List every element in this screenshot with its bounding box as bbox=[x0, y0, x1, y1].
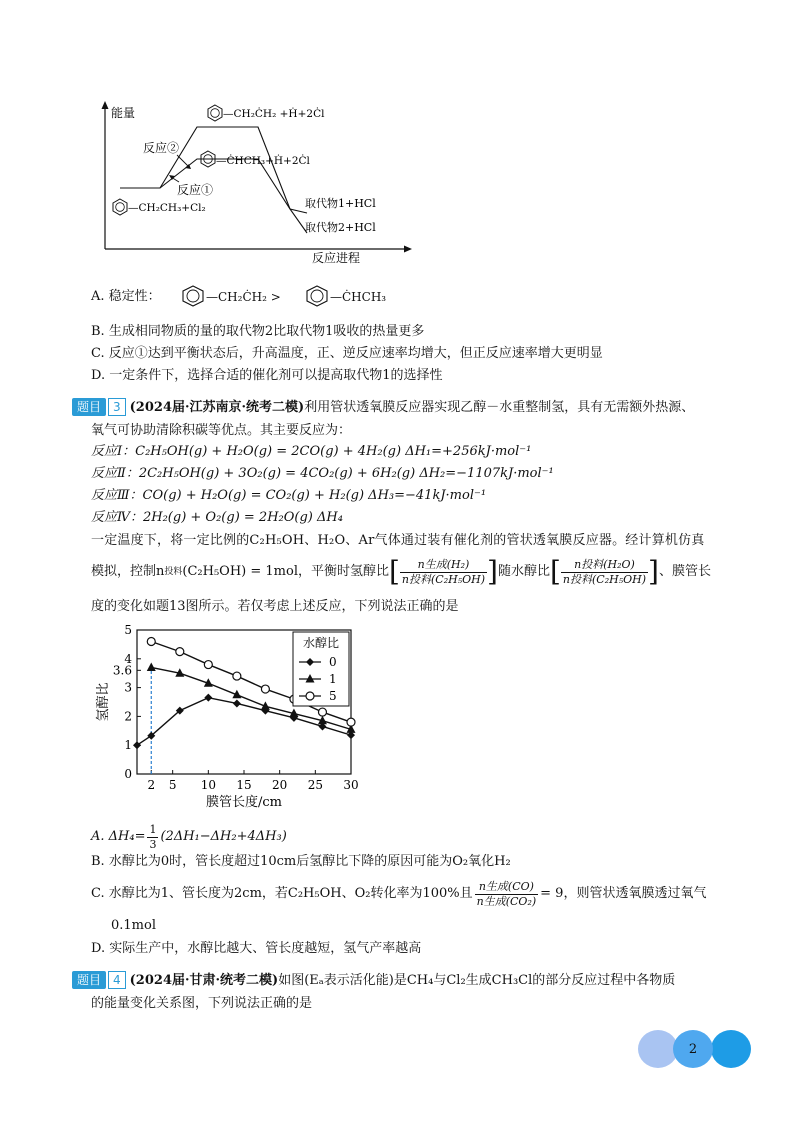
q4-header bbox=[72, 971, 675, 991]
prev-option-d: D. 一定条件下，选择合适的催化剂可以提高取代物1的选择性 bbox=[91, 368, 443, 383]
q3-body-2d: 、膜管长 bbox=[658, 564, 711, 579]
legend-label-5: 5 bbox=[329, 689, 337, 703]
data-point-5 bbox=[204, 661, 212, 669]
q3-intro-1: 利用管状透氧膜反应器实现乙醇－水重整制氢，具有无需额外热源、 bbox=[304, 400, 695, 415]
x-axis-arrow bbox=[404, 246, 412, 253]
data-point-5 bbox=[176, 648, 184, 656]
energy-diagram bbox=[85, 97, 415, 267]
product-2-label: 取代物2+HCl bbox=[305, 221, 376, 234]
q4-badge: 题目 bbox=[72, 971, 106, 989]
x-tick-label: 2 bbox=[147, 778, 156, 792]
q3-option-d: D. 实际生产中，水醇比越大、管长度越短，氢气产率越高 bbox=[91, 941, 422, 956]
page-deco-circle-left bbox=[638, 1030, 678, 1068]
h2-ratio-chart bbox=[95, 618, 365, 812]
x-tick-label: 20 bbox=[272, 778, 288, 792]
y-tick-label: 5 bbox=[124, 623, 132, 637]
q3-option-c-cont: 0.1mol bbox=[111, 918, 156, 933]
data-point-0 bbox=[133, 741, 141, 749]
q3-badge: 题目 bbox=[72, 398, 106, 416]
q3-body-3: 度的变化如题13图所示。若仅考虑上述反应，下列说法正确的是 bbox=[91, 599, 459, 614]
prev-option-b: B. 生成相同物质的量的取代物2比取代物1吸收的热量更多 bbox=[91, 324, 425, 339]
water-ethanol-ratio-fraction: $\frac{\text{n投料(H₂O)}}{\text{n投料(C₂H₅OH)}}$ bbox=[562, 557, 647, 586]
x-tick-label: 30 bbox=[343, 778, 359, 792]
one-third-fraction: $\frac{1}{3}$ bbox=[149, 822, 157, 851]
prev-option-a-left: —CH₂ĊH₂ > bbox=[206, 290, 281, 304]
q4-number: 4 bbox=[108, 971, 126, 989]
q3-reaction-4: 反应Ⅳ：2H₂(g) + O₂(g) = 2H₂O(g) ΔH₄ bbox=[91, 510, 343, 525]
q3-body-1: 一定温度下，将一定比例的C₂H₅OH、H₂O、Ar气体通过装有催化剂的管状透氧膜反应器。经计算机仿真 bbox=[91, 533, 705, 548]
legend-label-0: 0 bbox=[329, 655, 337, 669]
x-axis-label: 膜管长度/cm bbox=[206, 795, 282, 810]
arrow-reaction-2 bbox=[177, 155, 189, 167]
prev-option-a-right: —ĊHCH₃ bbox=[330, 290, 387, 304]
data-point-5 bbox=[147, 638, 155, 646]
q3-option-a bbox=[91, 824, 287, 850]
page-deco-circle-right bbox=[711, 1030, 751, 1068]
x-tick-label: 25 bbox=[307, 778, 323, 792]
q3-reaction-3: 反应Ⅲ：CO(g) + H₂O(g) = CO₂(g) + H₂(g) ΔH₃=−41kJ·mol⁻¹ bbox=[91, 488, 487, 503]
energy-axis-label: 能量 bbox=[111, 106, 136, 120]
legend-marker-5 bbox=[306, 692, 314, 700]
legend-title: 水醇比 bbox=[302, 636, 340, 650]
q3-option-b: B. 水醇比为0时，管长度超过10cm后氢醇比下降的原因可能为O₂氧化H₂ bbox=[91, 854, 511, 869]
benzene-reactant-icon bbox=[113, 199, 127, 215]
q3-body-2c: 随水醇比 bbox=[497, 564, 550, 579]
y-tick-label: 2 bbox=[124, 709, 132, 724]
h2-ethanol-ratio-fraction: $\frac{\text{n生成(H₂)}}{\text{n投料(C₂H₅OH)}}$ bbox=[401, 557, 486, 586]
h2-ratio-chart-svg bbox=[95, 618, 365, 812]
q3-option-c-tail: = 9，则管状透氧膜透过氧气 bbox=[540, 886, 707, 901]
y-axis-arrow bbox=[102, 101, 109, 109]
y-tick-label: 4 bbox=[124, 651, 132, 666]
reactant-label: —CH₂CH₃+Cl₂ bbox=[128, 202, 206, 214]
benzene-opt-a-right-icon bbox=[304, 284, 330, 308]
benzene-opt-a-left-icon bbox=[180, 284, 206, 308]
q3-body-2: 模拟，控制n 投料 (C₂H₅OH) = 1mol，平衡时氢醇比 [ $\frac{\text{n生成(H₂)}}{\text{n投料(C₂H₅OH)}}$ ] 随水醇比 [ $\frac{\text{n投料(H₂O)}}{\text{n投料(C₂H₅OH)}}$ ] 、膜管长 bbox=[91, 555, 711, 588]
y-axis-label: 氢醇比 bbox=[96, 682, 111, 722]
energy-diagram-svg bbox=[85, 97, 415, 267]
y-tick-label: 3.6 bbox=[112, 663, 132, 678]
data-point-5 bbox=[233, 672, 241, 680]
co-co2-fraction: $\frac{\text{n生成(CO)}}{\text{n生成(CO₂)}}$ bbox=[476, 879, 537, 908]
q3-reaction-1: 反应Ⅰ：C₂H₅OH(g) + H₂O(g) = 2CO(g) + 4H₂(g) ΔH₁=+256kJ·mol⁻¹ bbox=[91, 444, 532, 459]
q3-option-a-rest: (2ΔH₁−ΔH₂+4ΔH₃) bbox=[160, 829, 287, 844]
reaction-2-label: 反应② bbox=[143, 141, 180, 155]
data-point-5 bbox=[318, 708, 326, 716]
q3-option-a-lead: A. ΔH₄= bbox=[91, 829, 146, 844]
q3-option-c-lead: C. 水醇比为1、管长度为2cm，若C₂H₅OH、O₂转化率为100%且 bbox=[91, 886, 473, 901]
q3-reaction-2: 反应Ⅱ：2C₂H₅OH(g) + 3O₂(g) = 4CO₂(g) + 6H₂(g) ΔH₂=−1107kJ·mol⁻¹ bbox=[91, 466, 554, 481]
q4-line-1: 如图(Eₐ表示活化能)是CH₄与Cl₂生成CH₃Cl的部分反应过程中各物质 bbox=[278, 973, 676, 988]
q3-number: 3 bbox=[108, 398, 126, 416]
legend-label-1: 1 bbox=[329, 672, 337, 686]
q3-header bbox=[72, 398, 694, 418]
q4-line-2: 的能量变化关系图，下列说法正确的是 bbox=[91, 996, 313, 1011]
data-point-1 bbox=[147, 662, 156, 671]
benzene-ts2-icon bbox=[208, 105, 222, 121]
product-1-label: 取代物1+HCl bbox=[305, 197, 376, 210]
y-tick-label: 0 bbox=[124, 767, 132, 781]
prev-option-a-prefix: A. 稳定性： bbox=[91, 289, 161, 304]
q4-source: (2024届·甘肃·统考二模) bbox=[129, 973, 279, 988]
data-point-0 bbox=[204, 694, 212, 702]
page-number: 2 bbox=[673, 1030, 713, 1068]
reaction-1-label: 反应① bbox=[177, 183, 214, 197]
q3-source: (2024届·江苏南京·统考二模) bbox=[129, 400, 305, 415]
q3-body-2a: 模拟，控制n bbox=[91, 564, 165, 579]
prev-option-a bbox=[91, 287, 161, 307]
q3-option-c bbox=[91, 874, 706, 914]
data-point-0 bbox=[233, 699, 241, 707]
progress-axis-label: 反应进程 bbox=[312, 251, 361, 265]
x-tick-label: 15 bbox=[236, 778, 252, 792]
data-point-5 bbox=[261, 685, 269, 693]
y-tick-label: 1 bbox=[124, 738, 132, 753]
ts1-label: —ĊHCH₃+Ḣ+2Ċl bbox=[216, 155, 310, 167]
ts2-label: —CH₂ĊH₂ +Ḣ+2Ċl bbox=[223, 108, 325, 120]
x-tick-label: 10 bbox=[200, 778, 216, 792]
q3-body-2-sub: 投料 bbox=[164, 567, 183, 577]
q3-intro-2: 氧气可协助清除积碳等优点。其主要反应为： bbox=[91, 423, 352, 438]
prev-option-c: C. 反应①达到平衡状态后，升高温度，正、逆反应速率均增大，但正反应速率增大更明显 bbox=[91, 346, 603, 361]
q3-body-2b: (C₂H₅OH) = 1mol，平衡时氢醇比 bbox=[182, 564, 389, 579]
data-point-5 bbox=[347, 718, 355, 726]
x-tick-label: 5 bbox=[168, 778, 177, 792]
y-tick-label: 3 bbox=[124, 680, 132, 695]
